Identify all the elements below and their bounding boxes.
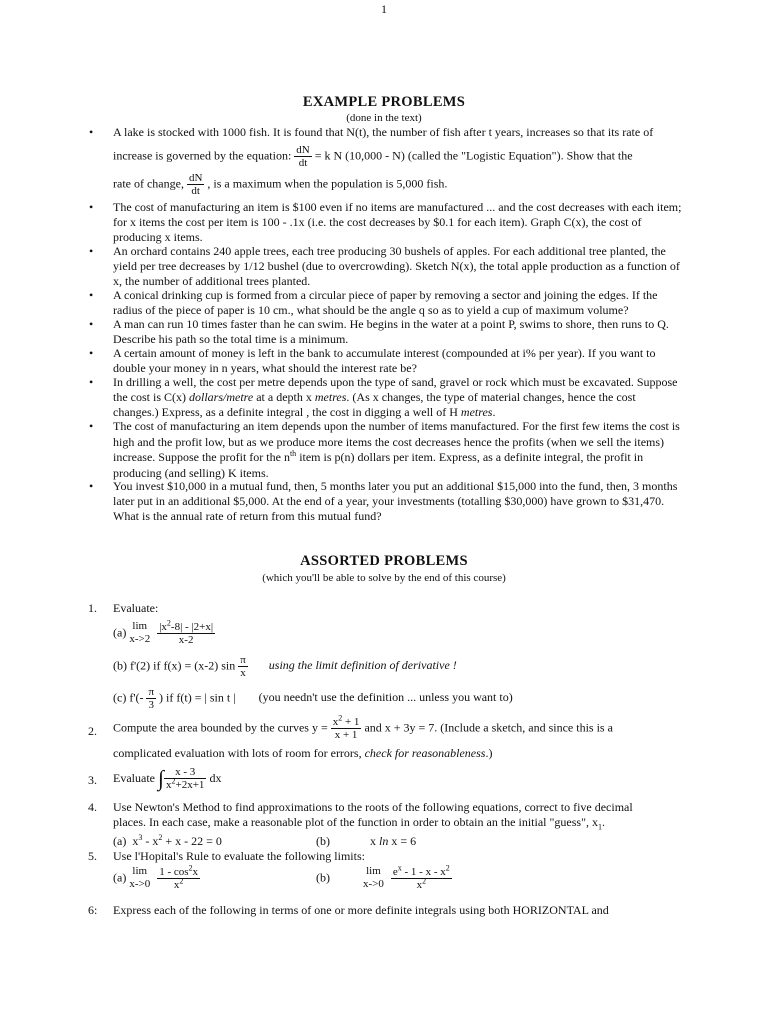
bullet: • [89,244,94,258]
example-8-text: The cost of manufacturing an item depends upon the number of items manufactured. For the first few items the cost is high and the profit low, but as we produce more items the cost decreases hence the profits (when we sell the items) increase. Suppose the profit for the $n^{th}$ item is p(n) dollars per item. Express, as a definite integral, the profit in producing (and selling) K items. [113,419,680,480]
page-number: 1 [381,2,387,16]
q4-line2: places. In each case, make a reasonable plot of the function in order to obtain an the initial "guess", $x_1$. [113,815,605,832]
bullet: • [89,288,94,302]
q5a-fraction: $\frac{1 - \cos^2x}{x^2}$ [159,862,199,891]
example-5-text: A man can run 10 times faster than he can swim. He begins in the water at a point P, swims to shore, then runs to Q. Describe his path so the total time is a minimum. [113,317,669,346]
assorted-subheading: (which you'll be able to solve by the end of this course) [262,572,506,584]
limit-notation: lim x->0 [129,865,151,890]
q2-number: 2. [88,724,97,738]
example-subheading: (done in the text) [346,112,422,124]
bullet: • [89,125,94,139]
q5-number: 5. [88,849,97,863]
q2-line1: Compute the area bounded by the curves y = $\frac{x^2 + 1}{x + 1}$ and x + 3y = 7. (Include a sketch, and since this is a [113,713,613,741]
q5b: (b) lim x->0 $\frac{e^x - 1 - x - x^2}{x^2}$ [316,862,450,891]
q2-line2: complicated evaluation with lots of room for errors, check for reasonableness.) [113,746,493,760]
dn-dt-fraction-2: $\frac{dN}{dt}$ [188,172,203,197]
example-6-text: A certain amount of money is left in the bank to accumulate interest (compounded at i% per year). If you want to double your money in n years, what should the interest rate be? [113,346,656,375]
q5b-fraction: $\frac{e^x - 1 - x - x^2}{x^2}$ [392,862,450,891]
limit-notation: lim x->0 [363,865,384,890]
q4-line1: Use Newton's Method to find approximations to the roots of the following equations, correct to five decimal [113,800,633,814]
q6-number: 6: [88,903,98,917]
q1a: (a) lim x->2 $\frac{|x^2-8| - |2+x|}{x-2}$ [113,617,214,646]
bullet: • [89,317,94,331]
dn-dt-fraction: $\frac{dN}{dt}$ [296,144,310,169]
bullet: • [89,346,94,360]
q1a-fraction: $\frac{|x^2-8| - |2+x|}{x-2}$ [159,617,214,646]
example-7-text: In drilling a well, the cost per metre depends upon the type of sand, gravel or rock which must be excavated. Suppose the cost is C(x) dollars/metre at a depth x metres. (As x changes, the type of material changes, hence the cost changes.) Express, as a definite integral , the cost in digging a well of H metres. [113,375,678,419]
q4a: (a) $x^3 - x^2 + x - 22 = 0$ [113,833,222,848]
pi-over-3-fraction: $\frac{\pi}{3}$ [148,686,155,711]
example-9-text: You invest $10,000 in a mutual fund, then, 5 months later you put an additional $15,000 into the fund, then, 3 months later put in an additional $5,000. At the end of a year, your investments (totalling $30,000) have grown to $31,470. What is the annual rate of return from this mutual fund? [113,479,678,523]
pi-over-x-fraction: $\frac{\pi}{x}$ [240,654,246,679]
q4-number: 4. [88,800,97,814]
q1-number: 1. [88,601,97,615]
example-4-text: A conical drinking cup is formed from a circular piece of paper by removing a sector and joining the edges. If the radius of the piece of paper is 10 cm., what should be the angle q so as to yield a cup of maximum volume? [113,288,658,317]
example-heading: EXAMPLE PROBLEMS [302,94,466,110]
limit-notation: lim x->2 [129,620,151,645]
example-2-text: The cost of manufacturing an item is $100 even if no items are manufactured ... and the cost decreases with each item; for x items the cost per item is 100 - .1x (i.e. the cost decreases by $0.1 for each item). Graph C(x), the cost of producing x items. [113,200,682,244]
q1c: (c) f'(- $\frac{\pi}{3}$ ) if f(t) = | sin t | (you needn't use the definition ... unless you want to) [113,686,513,711]
example-3-text: An orchard contains 240 apple trees, each tree producing 30 bushels of apples. For each additional tree planted, the yield per tree decreases by 1/12 bushel (due to overcrowding). Sketch N(x), the total apple production as a function of x, the number of additional trees planted. [113,244,680,288]
q3-fraction: $\frac{x - 3}{x^2+2x+1}$ [166,766,205,791]
bullet: • [89,375,94,389]
q3-number: 3. [88,773,97,787]
q1-text: Evaluate: [113,601,159,615]
assorted-heading: ASSORTED PROBLEMS [300,553,468,569]
bullet: • [89,419,94,433]
q4b: (b) x ln x = 6 [316,834,417,848]
bullet: • [89,479,94,493]
example-1-line2: increase is governed by the equation: $\frac{dN}{dt}$ = k N (10,000 - N) (called the "Logistic Equation"). Show that the [113,144,633,169]
q5a: (a) lim x->0 $\frac{1 - \cos^2x}{x^2}$ [113,862,199,891]
q6-text: Express each of the following in terms of one or more definite integrals using both HORIZONTAL and [113,903,609,917]
q3-text: Evaluate ∫ $\frac{x - 3}{x^2+2x+1}$ dx [113,765,222,791]
example-1-line3: rate of change, $\frac{dN}{dt}$ , is a maximum when the population is 5,000 fish. [113,172,448,197]
q5-text: Use l'Hopital's Rule to evaluate the following limits: [113,849,365,863]
q1b: (b) f'(2) if f(x) = (x-2) sin $\frac{\pi}{x}$ using the limit definition of derivative ! [113,654,457,679]
q2-fraction: $\frac{x^2 + 1}{x + 1}$ [332,713,360,741]
bullet: • [89,200,94,214]
integral-sign: ∫ [157,765,165,791]
example-1-line1: A lake is stocked with 1000 fish. It is found that N(t), the number of fish after t years, increases so that its rate of [113,125,654,139]
